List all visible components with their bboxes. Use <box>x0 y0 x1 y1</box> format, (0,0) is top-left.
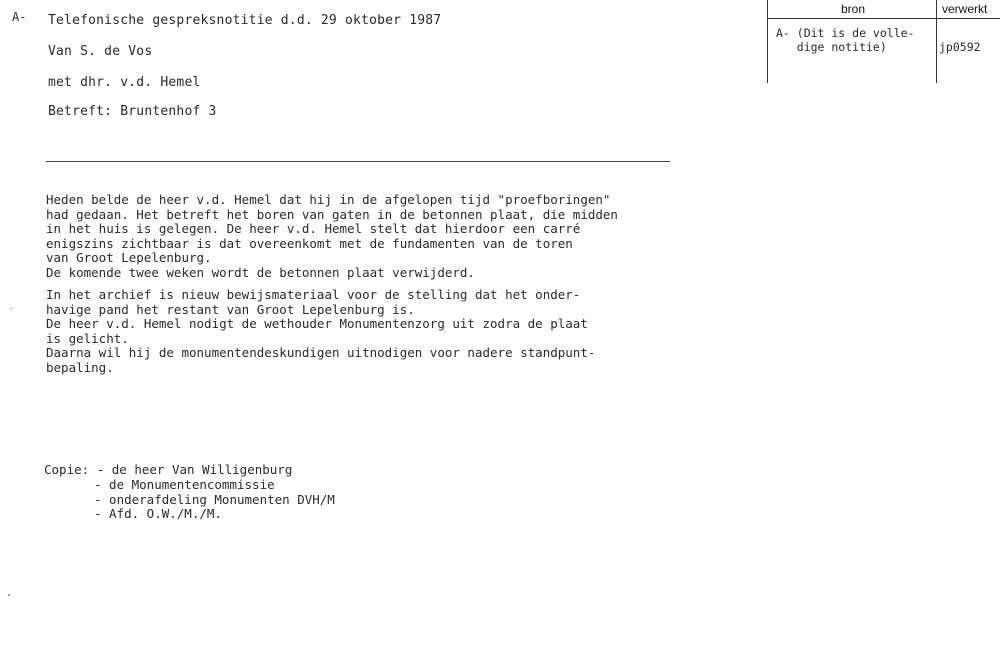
scan-speck <box>8 594 10 596</box>
archive-stamp-box <box>767 0 1000 83</box>
bron-header: bron <box>841 2 866 16</box>
text-line: bepaling. <box>46 359 114 375</box>
text-line: van Groot Lepelenburg. <box>46 250 212 266</box>
copy-recipient: - onderafdeling Monumenten DVH/M <box>94 491 335 507</box>
text-line: In het archief is nieuw bewijsmateriaal voor de stelling dat het onder- <box>46 287 581 302</box>
text-line: in het huis is gelegen. De heer v.d. Hemel stelt dat hierdoor een carré <box>46 221 581 237</box>
text-line: De komende twee weken wordt de betonnen plaat verwijderd. <box>46 264 475 280</box>
text-line: Daarna wil hij de monumentendeskundigen uitnodigen voor nadere standpunt- <box>46 345 596 361</box>
copy-recipient: - Afd. O.W./M./M. <box>94 506 222 522</box>
paragraph-1 <box>46 193 618 281</box>
copy-recipient: - de heer Van Willigenburg <box>96 462 293 477</box>
paragraph-2 <box>46 288 595 376</box>
note-with: met dhr. v.d. Hemel <box>48 75 201 90</box>
text-line: Heden belde de heer v.d. Hemel dat hij in de afgelopen tijd "proefboringen" <box>46 192 611 207</box>
text-line: havige pand het restant van Groot Lepelenburg is. <box>46 301 415 317</box>
note-title: Telefonische gespreksnotitie d.d. 29 oktober 1987 <box>48 13 442 28</box>
note-from: Van S. de Vos <box>48 44 153 59</box>
copy-recipient: - de Monumentencommissie <box>94 476 275 492</box>
margin-mark: A- <box>12 10 27 24</box>
bron-value: A- (Dit is de volle- dige notitie) <box>776 26 915 54</box>
copies-list <box>44 463 335 522</box>
verwerkt-value: jp0592 <box>939 40 981 54</box>
verwerkt-header: verwerkt <box>942 2 988 16</box>
note-subject: Betreft: Bruntenhof 3 <box>48 104 217 119</box>
text-line: had gedaan. Het betreft het boren van gaten in de betonnen plaat, die midden <box>46 206 618 222</box>
scan-speck <box>10 308 13 309</box>
copies-label: Copie: <box>44 462 90 477</box>
text-line: enigszins zichtbaar is dat overeenkomt met de fundamenten van de toren <box>46 235 573 251</box>
separator-line <box>46 161 670 162</box>
text-line: is gelicht. <box>46 330 129 346</box>
text-line: De heer v.d. Hemel nodigt de wethouder Monumentenzorg uit zodra de plaat <box>46 316 588 332</box>
